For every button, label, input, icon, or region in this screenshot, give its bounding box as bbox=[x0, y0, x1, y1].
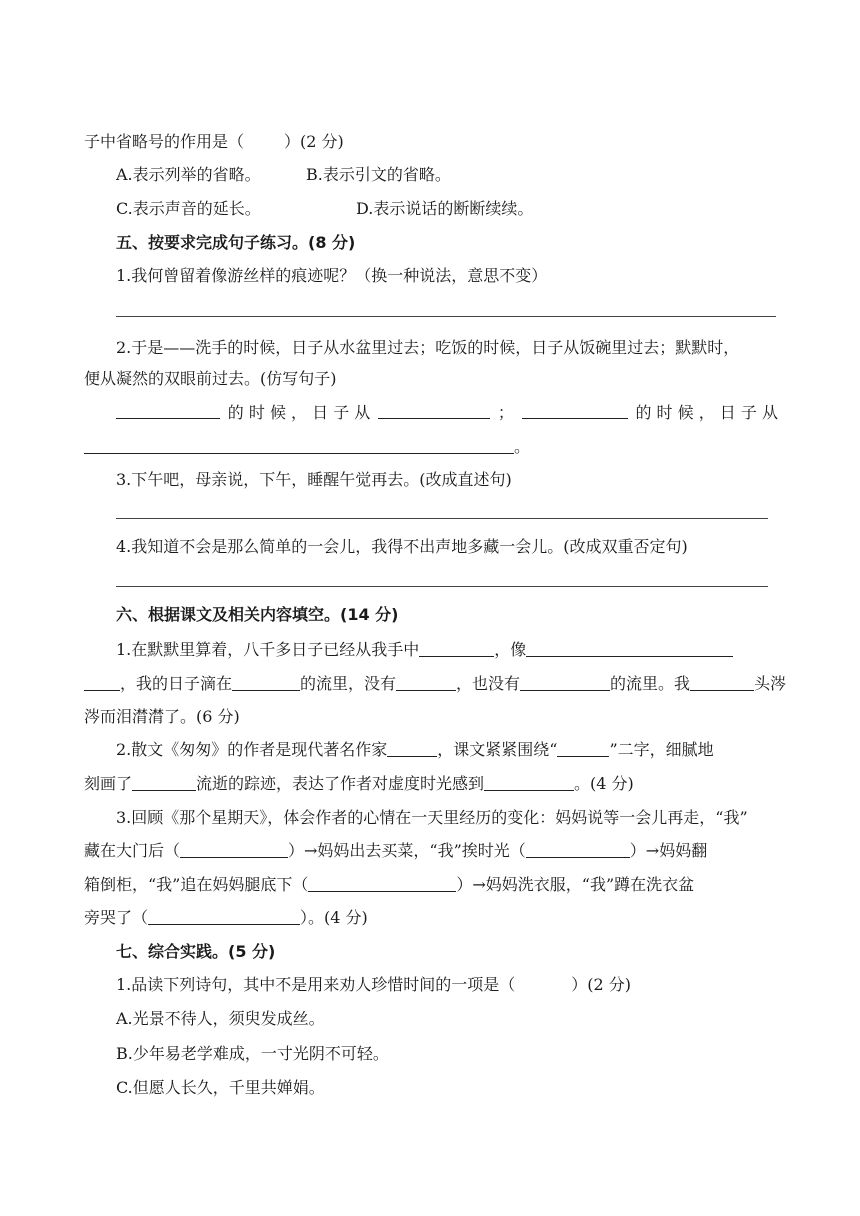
s6-q3-text-e: ）→妈妈洗衣服，“我”蹲在洗衣盆 bbox=[456, 875, 695, 894]
s5-q2-fill-row bbox=[116, 402, 778, 424]
s5-q2-fill-text-b: 的 时 候 ， 日 子 从 bbox=[635, 403, 778, 422]
s6-q1-line3: 涔而泪潸潸了。(6 分) bbox=[84, 707, 240, 726]
s5-q4-text: 4.我知道不会是那么简单的一会儿，我得不出声地多藏一会儿。(改成双重否定句) bbox=[116, 537, 688, 556]
s6-q3-text-b: ）→妈妈出去买菜，“我”挨时光（ bbox=[288, 841, 526, 860]
s6-q3-line3 bbox=[84, 874, 694, 896]
s6-q2-blank-1[interactable] bbox=[387, 740, 437, 757]
s6-q1-text-e: ，也没有 bbox=[456, 674, 521, 693]
s6-q2-text-b: ，课文紧紧围绕“ bbox=[437, 740, 558, 759]
s5-q2-blank-1[interactable] bbox=[116, 402, 220, 419]
s5-q2-fill-text-a: 的 时 候 ， 日 子 从 bbox=[227, 403, 371, 422]
s6-q2-blank-3[interactable] bbox=[132, 774, 196, 791]
s5-q2-line1: 2.于是——洗手的时候，日子从水盆里过去；吃饭的时候，日子从饭碗里过去；默默时， bbox=[116, 338, 740, 357]
s6-q3-blank-1[interactable] bbox=[180, 841, 288, 858]
s6-q3-blank-3[interactable] bbox=[308, 875, 456, 892]
s7-q1-option-b: B.少年易老学难成，一寸光阴不可轻。 bbox=[116, 1044, 389, 1063]
s5-q3-text: 3.下午吧，母亲说，下午，睡醒午觉再去。(改成直述句) bbox=[116, 470, 512, 489]
s5-q2-period: 。 bbox=[514, 437, 531, 456]
q4-option-d: D.表示说话的断断续续。 bbox=[356, 199, 534, 218]
s6-q3-line4 bbox=[84, 907, 368, 929]
s6-q2-text-a: 2.散文《匆匆》的作者是现代著名作家 bbox=[116, 740, 388, 759]
s6-q1-blank-2b[interactable] bbox=[84, 674, 120, 691]
s6-q1-text-b: ，像 bbox=[494, 640, 527, 659]
q4-stem-text: 子中省略号的作用是（ bbox=[84, 132, 245, 151]
s7-q1-stem bbox=[116, 974, 631, 996]
s6-q2-line2 bbox=[84, 773, 634, 795]
s6-q1-text-a: 1.在默默里算着，八千多日子已经从我手中 bbox=[116, 640, 420, 659]
s6-q3-text-f: 旁哭了（ bbox=[84, 908, 149, 927]
s6-q3-text-g: ）。(4 分) bbox=[300, 908, 368, 927]
s7-q1-score: ）(2 分) bbox=[571, 975, 632, 994]
s6-q1-blank-2[interactable] bbox=[526, 640, 733, 657]
s7-q1-option-a: A.光景不待人，须臾发成丝。 bbox=[116, 1009, 325, 1028]
s6-q2-text-c: ”二字，细腻地 bbox=[609, 740, 714, 759]
s5-q2-blank-4[interactable] bbox=[84, 437, 514, 454]
s5-q2-blank-3[interactable] bbox=[522, 402, 628, 419]
q4-stem bbox=[84, 131, 344, 153]
s5-q2-blank-2[interactable] bbox=[378, 402, 490, 419]
section-5-heading: 五、按要求完成句子练习。(8 分) bbox=[116, 233, 356, 252]
s5-q4-answer-line[interactable] bbox=[116, 586, 768, 587]
s6-q3-text-d: 箱倒柜，“我”追在妈妈腿底下（ bbox=[84, 875, 309, 894]
s6-q2-text-e: 流逝的踪迹，表达了作者对虚度时光感到 bbox=[196, 774, 485, 793]
s5-q1-answer-line[interactable] bbox=[116, 316, 776, 317]
s6-q1-blank-1[interactable] bbox=[419, 640, 494, 657]
s6-q2-text-f: 。(4 分) bbox=[574, 774, 634, 793]
q4-stem-score: ）(2 分) bbox=[284, 132, 344, 151]
s6-q1-text-g: 头涔 bbox=[754, 674, 787, 693]
s5-q1-text: 1.我何曾留着像游丝样的痕迹呢？（换一种说法，意思不变） bbox=[116, 266, 548, 285]
s6-q1-text-c: ，我的日子滴在 bbox=[120, 674, 233, 693]
s6-q1-line1 bbox=[116, 639, 733, 661]
s6-q1-text-f: 的流里。我 bbox=[610, 674, 691, 693]
s6-q1-blank-4[interactable] bbox=[396, 674, 456, 691]
s6-q1-blank-6[interactable] bbox=[690, 674, 754, 691]
s6-q3-text-a: 藏在大门后（ bbox=[84, 841, 181, 860]
s6-q2-blank-4[interactable] bbox=[484, 774, 574, 791]
s5-q2-line2: 便从凝然的双眼前过去。(仿写句子) bbox=[84, 369, 337, 388]
s6-q3-blank-4[interactable] bbox=[148, 908, 300, 925]
s6-q1-blank-3[interactable] bbox=[232, 674, 300, 691]
q4-option-c: C.表示声音的延长。 bbox=[116, 199, 261, 218]
s6-q1-line2 bbox=[84, 673, 786, 695]
q4-option-a: A.表示列举的省略。 bbox=[116, 165, 261, 184]
s6-q3-blank-2[interactable] bbox=[526, 841, 630, 858]
s6-q3-text-c: ）→妈妈翻 bbox=[629, 841, 708, 860]
s6-q3-line1: 3.回顾《那个星期天》，体会作者的心情在一天里经历的变化：妈妈说等一会儿再走，“我” bbox=[116, 808, 748, 827]
s6-q2-line1 bbox=[116, 739, 714, 761]
s5-q2-fill-row2 bbox=[84, 436, 530, 458]
q4-option-b: B.表示引文的省略。 bbox=[306, 165, 451, 184]
s7-q1-text: 1.品读下列诗句，其中不是用来劝人珍惜时间的一项是（ bbox=[116, 975, 516, 994]
s6-q3-line2 bbox=[84, 840, 707, 862]
s5-q3-answer-line[interactable] bbox=[116, 518, 768, 519]
s6-q2-text-d: 刻画了 bbox=[84, 774, 133, 793]
s6-q1-blank-5[interactable] bbox=[520, 674, 610, 691]
s6-q2-blank-2[interactable] bbox=[557, 740, 609, 757]
s5-q2-semicolon: ； bbox=[497, 403, 514, 422]
section-6-heading: 六、根据课文及相关内容填空。(14 分) bbox=[116, 605, 399, 624]
s7-q1-option-c: C.但愿人长久，千里共婵娟。 bbox=[116, 1078, 325, 1097]
s6-q1-text-d: 的流里，没有 bbox=[300, 674, 397, 693]
section-7-heading: 七、综合实践。(5 分) bbox=[116, 942, 276, 961]
